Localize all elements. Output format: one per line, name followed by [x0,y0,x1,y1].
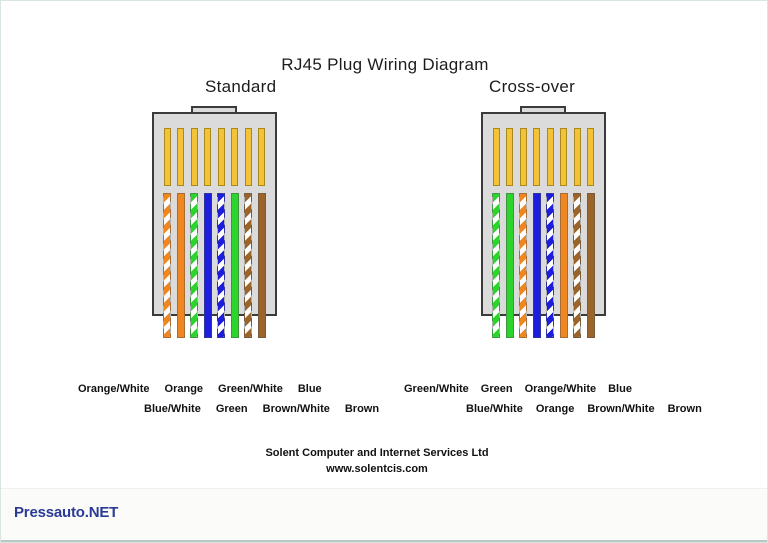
rj45-connector-crossover [481,106,606,338]
wire-label: Orange/White [78,383,150,395]
pin-row [164,128,265,186]
standard-wire-labels-row2 [144,403,379,415]
pin-row [493,128,594,186]
watermark-strip [1,488,767,542]
wire-orange-white [163,193,171,338]
standard-wire-labels-row1 [78,383,322,395]
gold-pin [547,128,554,186]
wire-label: Brown [344,403,380,415]
gold-pin [218,128,225,186]
wire-label: Green/White [218,383,283,395]
gold-pin [258,128,265,186]
wire-orange-white [519,193,527,338]
wire-orange [560,193,568,338]
wire-label: Brown [667,403,702,415]
wire-label: Blue [608,383,632,395]
gold-pin [191,128,198,186]
wire-green-white [190,193,198,338]
wire-brown-white [573,193,581,338]
gold-pin [574,128,581,186]
wire-label: Blue [297,383,322,395]
crossover-wire-labels-row1 [404,383,632,395]
wire-label: Orange/White [524,383,597,395]
wire-blue-white [546,193,554,338]
gold-pin [560,128,567,186]
wire-blue [533,193,541,338]
page-title: RJ45 Plug Wiring Diagram [281,55,489,74]
heading-crossover: Cross-over [489,77,576,96]
wire-label: Orange [164,383,204,395]
gold-pin [533,128,540,186]
wire-blue [204,193,212,338]
wire-label: Green [480,383,513,395]
wire-brown [258,193,266,338]
footer-website: www.solentcis.com [326,463,428,475]
heading-standard: Standard [205,77,277,96]
watermark-logo: Pressauto.NET [14,504,119,521]
wire-label: Brown/White [587,403,655,415]
wire-label: Brown/White [262,403,330,415]
wire-orange [177,193,185,338]
wire-label: Orange [535,403,575,415]
wire-green [506,193,514,338]
gold-pin [204,128,211,186]
crossover-wire-labels-row2 [466,403,702,415]
footer-company-name: Solent Computer and Internet Services Ltd [265,447,489,459]
wire-blue-white [217,193,225,338]
gold-pin [164,128,171,186]
gold-pin [493,128,500,186]
gold-pin [245,128,252,186]
gold-pin [506,128,513,186]
wire-label: Green [215,403,248,415]
wire-green [231,193,239,338]
wire-label: Green/White [404,383,469,395]
wire-row [163,193,266,338]
rj45-connector-standard [152,106,277,338]
wire-green-white [492,193,500,338]
wire-label: Blue/White [466,403,523,415]
gold-pin [520,128,527,186]
gold-pin [587,128,594,186]
wire-brown-white [244,193,252,338]
wire-brown [587,193,595,338]
gold-pin [231,128,238,186]
gold-pin [177,128,184,186]
wire-label: Blue/White [144,403,201,415]
wire-row [492,193,595,338]
